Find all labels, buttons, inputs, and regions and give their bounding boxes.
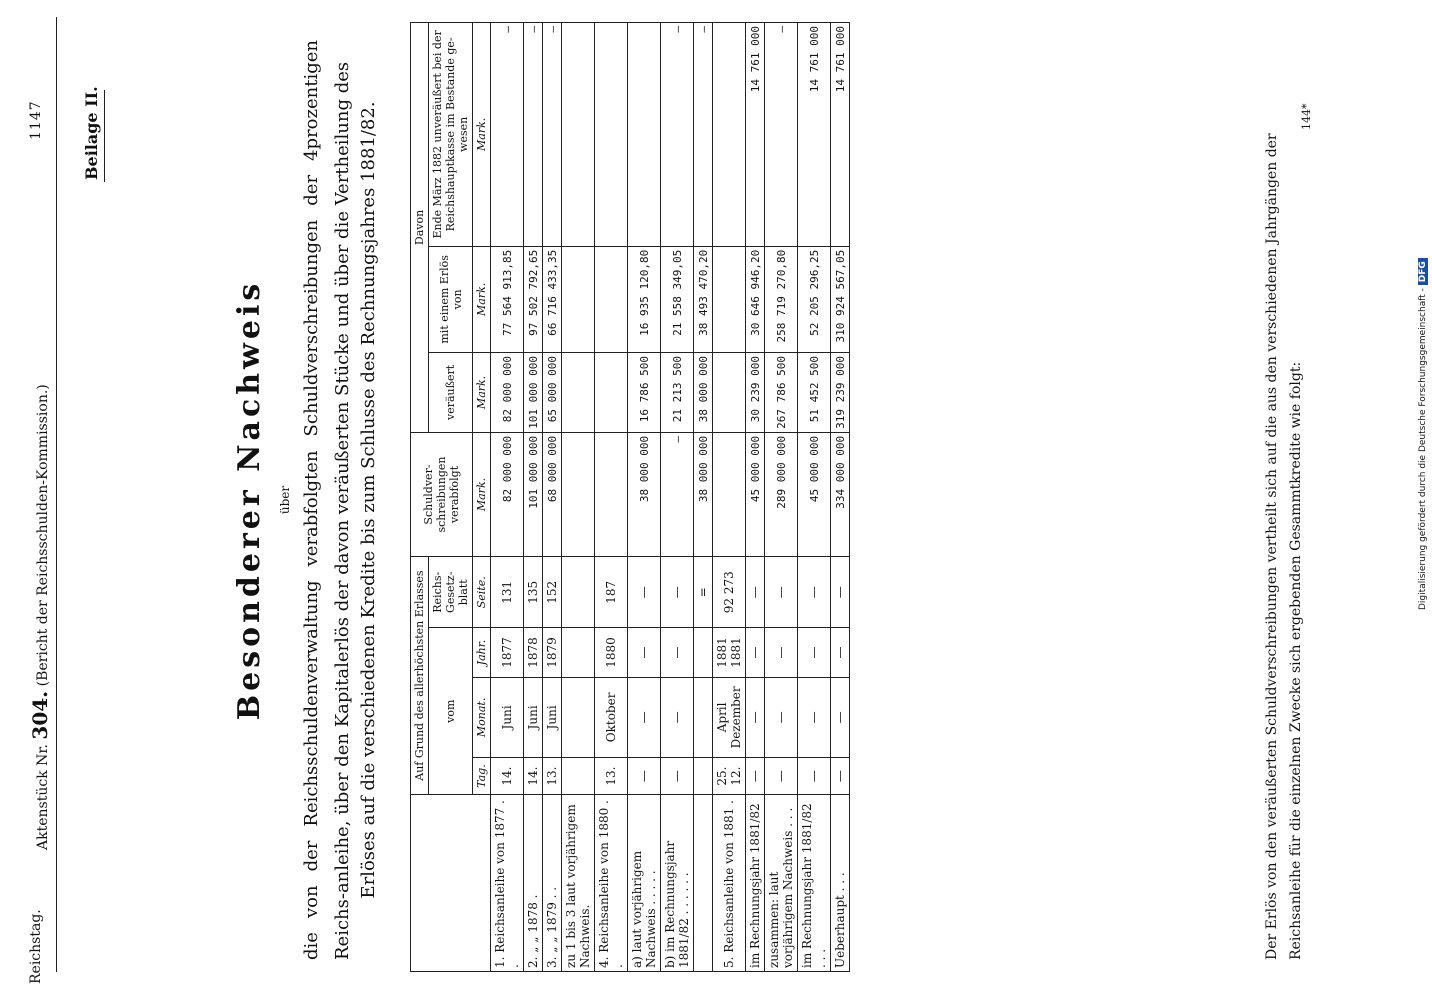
cell-veraeussert: 267 786 500 [765, 353, 798, 433]
cell-desc: 3. „ „ 1879 . . [543, 795, 562, 972]
header-erloes: mit einem Erlös von [429, 246, 473, 352]
unit-seite: Seite. [473, 557, 491, 628]
cell-desc: 5. Reichsanleihe von 1881 . [713, 795, 746, 972]
cell-tag: — [661, 758, 694, 795]
cell-erloes: 21 558 349,05 [661, 246, 694, 352]
cell-tag: — [746, 758, 765, 795]
cell-erloes: 30 646 946,20 [746, 246, 765, 352]
cell-bestand: — [524, 23, 543, 247]
cell-bestand [562, 23, 595, 247]
unit-mark-2: Mark. [473, 353, 491, 433]
cell-seite [562, 557, 595, 628]
cell-veraeussert [562, 353, 595, 433]
cell-jahr: — [661, 628, 694, 677]
cell-verabfolgt: 45 000 000 [798, 432, 831, 556]
cell-veraeussert: 30 239 000 [746, 353, 765, 433]
cell-veraeussert [713, 353, 746, 433]
cell-veraeussert: 65 000 000 [543, 353, 562, 433]
table-row [661, 23, 694, 972]
cell-bestand: 14 761 000 [798, 23, 831, 247]
title-ueber: über [278, 485, 292, 515]
cell-veraeussert: 51 452 500 [798, 353, 831, 433]
page-title: Besonderer Nachweis [232, 279, 267, 721]
beilage-underline [104, 90, 105, 182]
cell-tag: 13. [595, 758, 628, 795]
cell-erloes: 16 935 120,80 [628, 246, 661, 352]
cell-desc [694, 795, 713, 972]
table-row [562, 23, 595, 972]
cell-bestand [595, 23, 628, 247]
unit-monat: Monat. [473, 677, 491, 758]
cell-desc: 2. „ „ 1878 . [524, 795, 543, 972]
table-row [746, 23, 765, 972]
document-number: 304. [28, 690, 52, 740]
unit-jahr: Jahr. [473, 628, 491, 677]
cell-seite: 152 [543, 557, 562, 628]
cell-jahr: 1879 [543, 628, 562, 677]
cell-monat: Juni [543, 677, 562, 758]
cell-bestand [628, 23, 661, 247]
header-rule [56, 17, 57, 972]
cell-verabfolgt: 45 000 000 [746, 432, 765, 556]
cell-jahr: — [746, 628, 765, 677]
desc-header [411, 795, 491, 972]
cell-tag: — [765, 758, 798, 795]
header-prefix: Aktenstück Nr. [35, 744, 51, 850]
cell-verabfolgt: 334 000 000 [831, 432, 850, 556]
unit-tag: Tag. [473, 758, 491, 795]
cell-verabfolgt: 38 000 000 [628, 432, 661, 556]
footer-text: Der Erlös von den veräußerten Schuldverschreibungen vertheilt sich auf die aus den verschiedenen Jahrgängen der Reichsanleihe für die einzelnen Zwecke sich ergebenden Gesammtkredite wie folgt: [1264, 133, 1304, 960]
header-vom: vom [429, 628, 473, 795]
cell-jahr: — [765, 628, 798, 677]
cell-erloes: 52 205 296,25 [798, 246, 831, 352]
cell-desc: im Rechnungsjahr 1881/82 [746, 795, 765, 972]
cell-desc: a) laut vorjährigem Nachweis . . . . . [628, 795, 661, 972]
cell-verabfolgt: 68 000 000 [543, 432, 562, 556]
cell-tag: — [798, 758, 831, 795]
cell-tag [562, 758, 595, 795]
cell-jahr: 1881 1881 [713, 628, 746, 677]
table-row [524, 23, 543, 972]
cell-jahr: — [831, 628, 850, 677]
header-rgbl: Reichs-Gesetz-blatt [429, 557, 473, 628]
cell-bestand [713, 23, 746, 247]
digitization-note [1418, 258, 1428, 610]
cell-monat: — [831, 677, 850, 758]
cell-erloes: 77 564 913,85 [491, 246, 524, 352]
table-row [798, 23, 831, 972]
cell-seite: 131 [491, 557, 524, 628]
cell-monat: — [798, 677, 831, 758]
unit-mark-3: Mark. [473, 246, 491, 352]
cell-erloes [713, 246, 746, 352]
cell-jahr: 1880 [595, 628, 628, 677]
table-row [491, 23, 524, 972]
header-suffix: (Bericht der Reichsschulden-Kommission.) [35, 384, 51, 687]
table-row [628, 23, 661, 972]
cell-desc: Ueberhaupt . . . [831, 795, 850, 972]
header-bestand: Ende März 1882 unveräußert bei der Reichshauptkasse im Bestande ge-wesen [429, 23, 473, 247]
cell-monat: April Dezember [713, 677, 746, 758]
cell-veraeussert: 319 239 000 [831, 353, 850, 433]
cell-bestand: — [491, 23, 524, 247]
cell-tag: 13. [543, 758, 562, 795]
cell-monat: — [765, 677, 798, 758]
header-veraeussert: veräußert [429, 353, 473, 433]
header-auf-grund: Auf Grund des allerhöchsten Erlasses [411, 557, 429, 795]
cell-desc: 1. Reichsanleihe von 1877 . . [491, 795, 524, 972]
cell-seite: = [694, 557, 713, 628]
cell-monat [562, 677, 595, 758]
subtitle-line2: Erlöses auf die verschiedenen Kredite bis zum Schlusse des Rechnungsjahres 1881/82. [358, 101, 379, 899]
cell-tag: 25. 12. [713, 758, 746, 795]
cell-veraeussert: 82 000 000 [491, 353, 524, 433]
cell-erloes: 97 502 792,65 [524, 246, 543, 352]
cell-jahr [694, 628, 713, 677]
cell-desc: b) im Rechnungsjahr 1881/82 . . . . . . [661, 795, 694, 972]
table-row [765, 23, 798, 972]
cell-monat: — [628, 677, 661, 758]
cell-jahr: 1878 [524, 628, 543, 677]
cell-veraeussert: 16 786 500 [628, 353, 661, 433]
unit-mark-1: Mark. [473, 432, 491, 556]
table-row [831, 23, 850, 972]
cell-erloes [562, 246, 595, 352]
cell-verabfolgt [562, 432, 595, 556]
cell-veraeussert [595, 353, 628, 433]
cell-desc: im Rechnungsjahr 1881/82 . . . [798, 795, 831, 972]
cell-veraeussert: 101 000 000 [524, 353, 543, 433]
subtitle: die von der Reichsschuldenverwaltung verabfolgten Schuldverschreibungen der 4prozentigen Reichs-anleihe, über den Kapitalerlös der davon veräußerten Stücke und über die Vertheilung des [301, 40, 353, 960]
cell-jahr: — [798, 628, 831, 677]
digitization-text: Digitalisierung gefördert durch die Deutsche Forschungsgemeinschaft - [1418, 288, 1428, 610]
cell-veraeussert: 21 213 500 [661, 353, 694, 433]
header-verabfolgt: Schuldver-schreibungen verabfolgt [411, 432, 473, 556]
cell-tag: 14. [491, 758, 524, 795]
cell-monat: Juni [524, 677, 543, 758]
cell-verabfolgt: — [661, 432, 694, 556]
cell-verabfolgt: 38 000 000 [694, 432, 713, 556]
cell-verabfolgt: 101 000 000 [524, 432, 543, 556]
header-center [28, 384, 52, 850]
cell-seite: — [661, 557, 694, 628]
cell-desc: zusammen: laut vorjährigem Nachweis . . . [765, 795, 798, 972]
cell-monat [694, 677, 713, 758]
cell-bestand: — [694, 23, 713, 247]
cell-erloes: 310 924 567,05 [831, 246, 850, 352]
header-davon: Davon [411, 23, 429, 433]
cell-monat: — [661, 677, 694, 758]
cell-monat: — [746, 677, 765, 758]
cell-tag: 14. [524, 758, 543, 795]
cell-bestand: — [661, 23, 694, 247]
beilage-label: Beilage II. [82, 86, 101, 180]
cell-tag [694, 758, 713, 795]
cell-erloes: 66 716 433,35 [543, 246, 562, 352]
page-number: 1147 [28, 100, 44, 140]
cell-erloes: 38 493 470,20 [694, 246, 713, 352]
cell-jahr: — [628, 628, 661, 677]
cell-bestand: 14 761 000 [746, 23, 765, 247]
dfg-logo: DFG [1418, 258, 1428, 285]
cell-tag: — [628, 758, 661, 795]
cell-bestand: — [765, 23, 798, 247]
header-left: Reichstag. [28, 909, 44, 984]
cell-desc: 4. Reichsanleihe von 1880 . . [595, 795, 628, 972]
cell-verabfolgt [595, 432, 628, 556]
cell-tag: — [831, 758, 850, 795]
unit-mark-4: Mark. [473, 23, 491, 247]
cell-bestand: — [543, 23, 562, 247]
cell-seite: 187 [595, 557, 628, 628]
cell-erloes: 258 719 270,80 [765, 246, 798, 352]
cell-seite: — [798, 557, 831, 628]
page-mark: 144* [1300, 103, 1313, 130]
cell-bestand: 14 761 000 [831, 23, 850, 247]
table-row [543, 23, 562, 972]
cell-seite: 135 [524, 557, 543, 628]
table-row [694, 23, 713, 972]
cell-monat: Juni [491, 677, 524, 758]
cell-jahr: 1877 [491, 628, 524, 677]
cell-seite: — [765, 557, 798, 628]
table-body [491, 23, 850, 972]
cell-veraeussert: 38 000 000 [694, 353, 713, 433]
cell-verabfolgt: 82 000 000 [491, 432, 524, 556]
cell-erloes [595, 246, 628, 352]
cell-jahr [562, 628, 595, 677]
nachweis-table [410, 22, 850, 972]
cell-desc: zu 1 bis 3 laut vorjährigem Nachweis. [562, 795, 595, 972]
cell-monat: Oktober [595, 677, 628, 758]
cell-verabfolgt: 289 000 000 [765, 432, 798, 556]
cell-verabfolgt [713, 432, 746, 556]
table-row [595, 23, 628, 972]
table-row [713, 23, 746, 972]
cell-seite: — [746, 557, 765, 628]
cell-seite: — [628, 557, 661, 628]
cell-seite: — [831, 557, 850, 628]
cell-seite: 92 273 [713, 557, 746, 628]
